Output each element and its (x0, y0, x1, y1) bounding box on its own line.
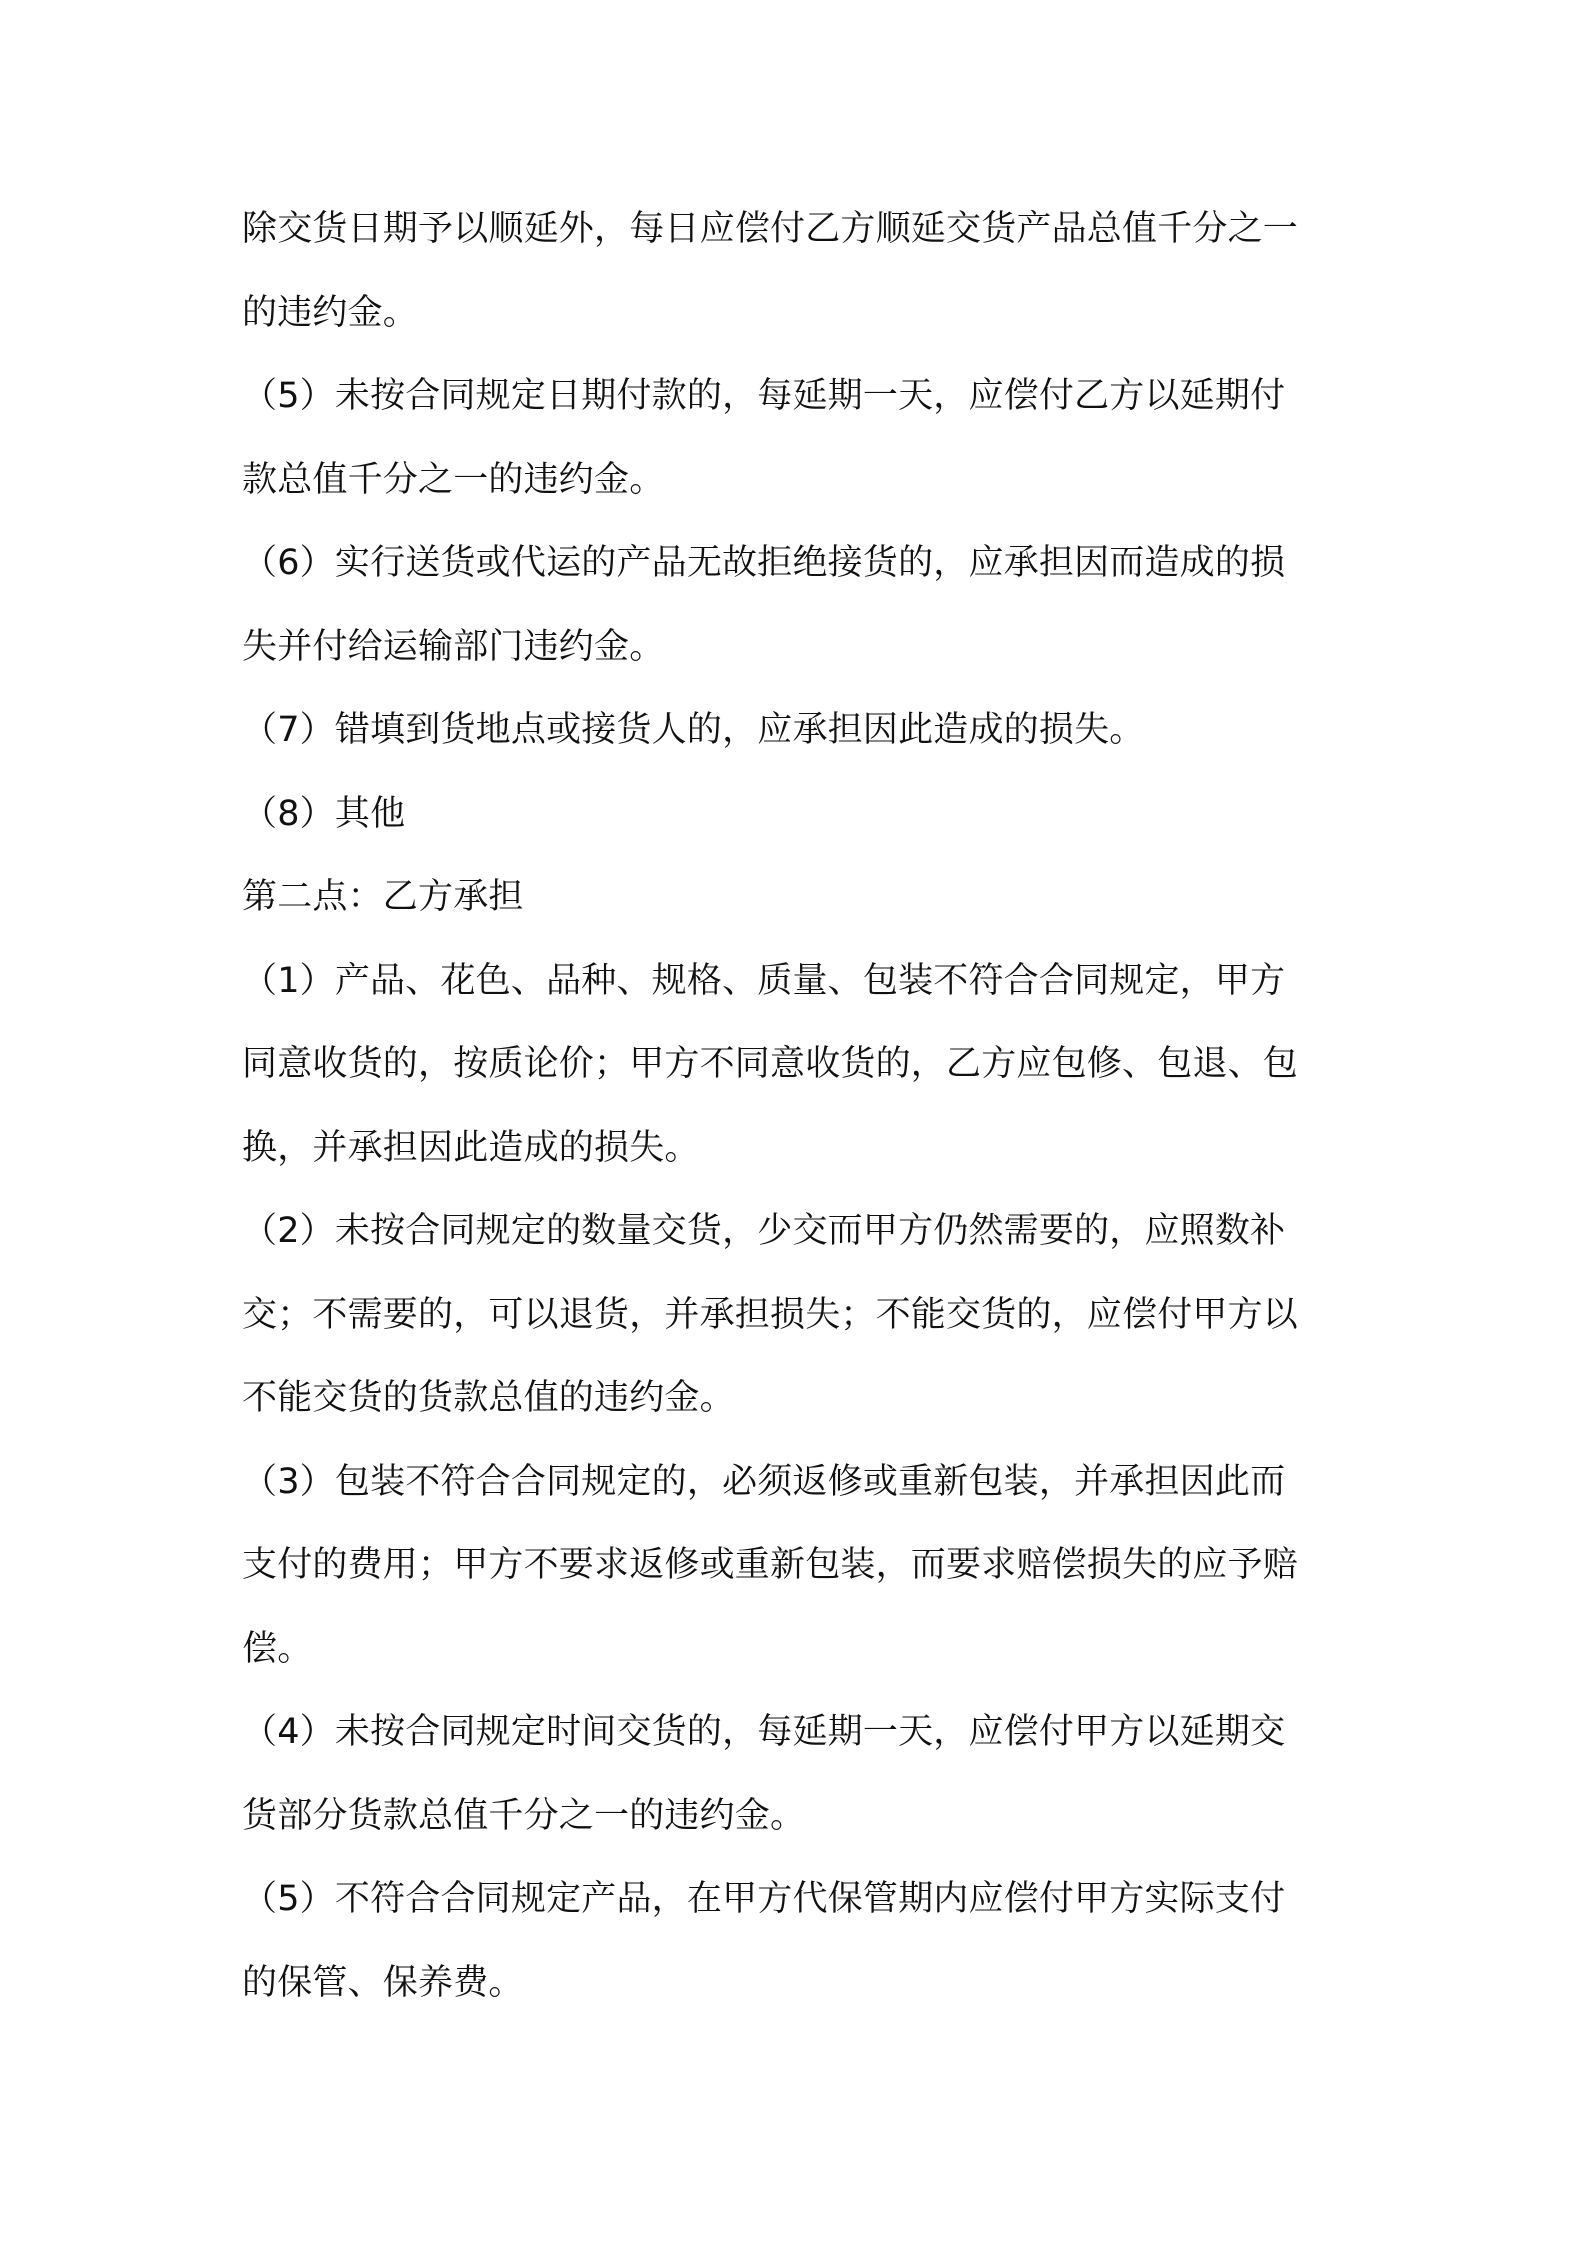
text-line: 除交货日期予以顺延外，每日应偿付乙方顺延交货产品总值千分之一 (242, 209, 1299, 249)
text-line: 不能交货的货款总值的违约金。 (242, 1378, 735, 1418)
text-line: 支付的费用；甲方不要求返修或重新包装，而要求赔偿损失的应予赔 (242, 1545, 1299, 1585)
text-line: 的保管、保养费。 (242, 1962, 524, 2003)
text-line: （5）未按合同规定日期付款的，每延期一天，应偿付乙方以延期付 (242, 376, 1286, 416)
text-line: （1）产品、花色、品种、规格、质量、包装不符合合同规定，甲方 (242, 960, 1286, 1001)
text-line: 失并付给运输部门违约金。 (242, 626, 665, 667)
text-line: （8）其他 (242, 793, 406, 834)
text-line: 货部分货款总值千分之一的违约金。 (242, 1795, 806, 1836)
text-line: （4）未按合同规定时间交货的，每延期一天，应偿付甲方以延期交 (242, 1712, 1286, 1752)
text-line: （7）错填到货地点或接货人的，应承担因此造成的损失。 (242, 710, 1145, 750)
text-line: （5）不符合合同规定产品，在甲方代保管期内应偿付甲方实际支付 (242, 1879, 1286, 1919)
text-line: 款总值千分之一的违约金。 (242, 459, 665, 500)
text-line: 换，并承担因此造成的损失。 (242, 1127, 700, 1168)
text-line: 偿。 (242, 1628, 313, 1669)
text-line: 交；不需要的，可以退货，并承担损失；不能交货的，应偿付甲方以 (242, 1294, 1299, 1335)
text-line: （2）未按合同规定的数量交货，少交而甲方仍然需要的，应照数补 (242, 1211, 1286, 1251)
text-line: （6）实行送货或代运的产品无故拒绝接货的，应承担因而造成的损 (242, 543, 1286, 583)
text-line: 的违约金。 (242, 292, 419, 333)
text-line: 同意收货的，按质论价；甲方不同意收货的，乙方应包修、包退、包 (242, 1044, 1299, 1084)
section-heading: 第二点：乙方承担 (242, 877, 524, 917)
text-line: （3）包装不符合合同规定的，必须返修或重新包装，并承担因此而 (242, 1461, 1286, 1502)
